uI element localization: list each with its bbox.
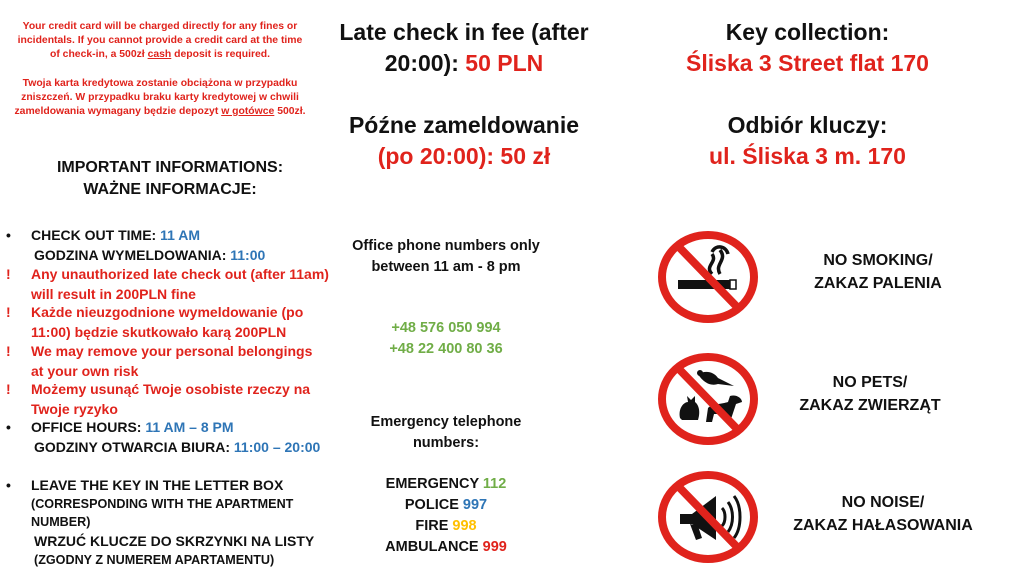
- late-checkin-fee: Late check in fee (after 20:00): 50 PLN: [339, 19, 589, 76]
- no-noise-sign-icon: [656, 470, 760, 564]
- bullet-mark: •: [6, 477, 11, 493]
- emergency-numbers: EMERGENCY 112 POLICE 997 FIRE 998 AMBULANCE 999: [385, 476, 507, 555]
- late-checkout-warning-en: ! Any unauthorized late check out (after 11am) will result in 200PLN fine: [6, 266, 329, 302]
- credit-card-notice: [14, 20, 306, 119]
- office-phone-numbers: [340, 318, 552, 360]
- belongings-warning-en: ! We may remove your personal belongings at your own risk: [6, 343, 313, 379]
- cash-underlined-pl: w gotówce: [221, 106, 275, 118]
- office-hours-item: • OFFICE HOURS: 11 AM – 8 PM GODZINY OTWARCIA BIURA: 11:00 – 20:00: [6, 419, 321, 455]
- office-phone-title: Office phone numbers only between 11 am - 8 pm: [352, 238, 540, 275]
- phone-number-2: +48 22 400 80 36: [389, 341, 503, 357]
- left-column: [0, 0, 340, 576]
- no-smoking-label: NO SMOKING/ ZAKAZ PALENIA: [814, 252, 942, 292]
- cash-underlined: cash: [147, 49, 172, 61]
- late-checkout-warning-pl: ! Każde nieuzgodnione wymeldowanie (po 11:00) będzie skutkowało karą 200PLN: [6, 304, 304, 340]
- warning-mark: !: [6, 304, 11, 320]
- credit-notice-pl: Twoja karta kredytowa zostanie obciążona w przypadku zniszczeń. W przypadku braku karty kredytowej w chwili zameldowania wymagany będzie depozyt w gotówce 500zł.: [14, 77, 306, 118]
- no-noise-label: NO NOISE/ ZAKAZ HAŁASOWANIA: [793, 494, 973, 534]
- warning-mark: !: [6, 343, 11, 359]
- belongings-warning-pl: ! Możemy usunąć Twoje osobiste rzeczy na Twoje ryzyko: [6, 381, 311, 417]
- key-collection: Key collection: Śliska 3 Street flat 170: [686, 19, 929, 76]
- bullet-mark: •: [6, 227, 11, 243]
- odbior-kluczy: Odbiór kluczy: ul. Śliska 3 m. 170: [709, 112, 906, 169]
- bullet-mark: •: [6, 419, 11, 435]
- no-pets-sign-icon: [656, 352, 760, 446]
- phone-number-1: +48 576 050 994: [391, 320, 501, 336]
- important-heading: IMPORTANT INFORMATIONS: WAŻNE INFORMACJE:: [56, 159, 284, 198]
- checkout-item: • CHECK OUT TIME: 11 AM GODZINA WYMELDOWANIA: 11:00: [6, 227, 266, 263]
- leave-key-item: • LEAVE THE KEY IN THE LETTER BOX (CORRESPONDING WITH THE APARTMENT NUMBER) WRZUĆ KLUCZE DO SKRZYNKI NA LISTY (ZGODNY Z NUMEREM APARTAMENTU): [6, 477, 315, 567]
- no-pets-label: NO PETS/ ZAKAZ ZWIERZĄT: [799, 374, 941, 414]
- late-checkin-fee-pl: Późne zameldowanie (po 20:00): 50 zł: [348, 112, 580, 169]
- warning-mark: !: [6, 381, 11, 397]
- emergency-title: Emergency telephone numbers:: [370, 414, 522, 451]
- credit-notice-en: Your credit card will be charged directly for any fines or incidentals. If you cannot provide a credit card at the time of check-in, a 500zł cash deposit is required.: [17, 21, 303, 61]
- no-smoking-sign-icon: [656, 230, 760, 324]
- warning-mark: !: [6, 266, 11, 282]
